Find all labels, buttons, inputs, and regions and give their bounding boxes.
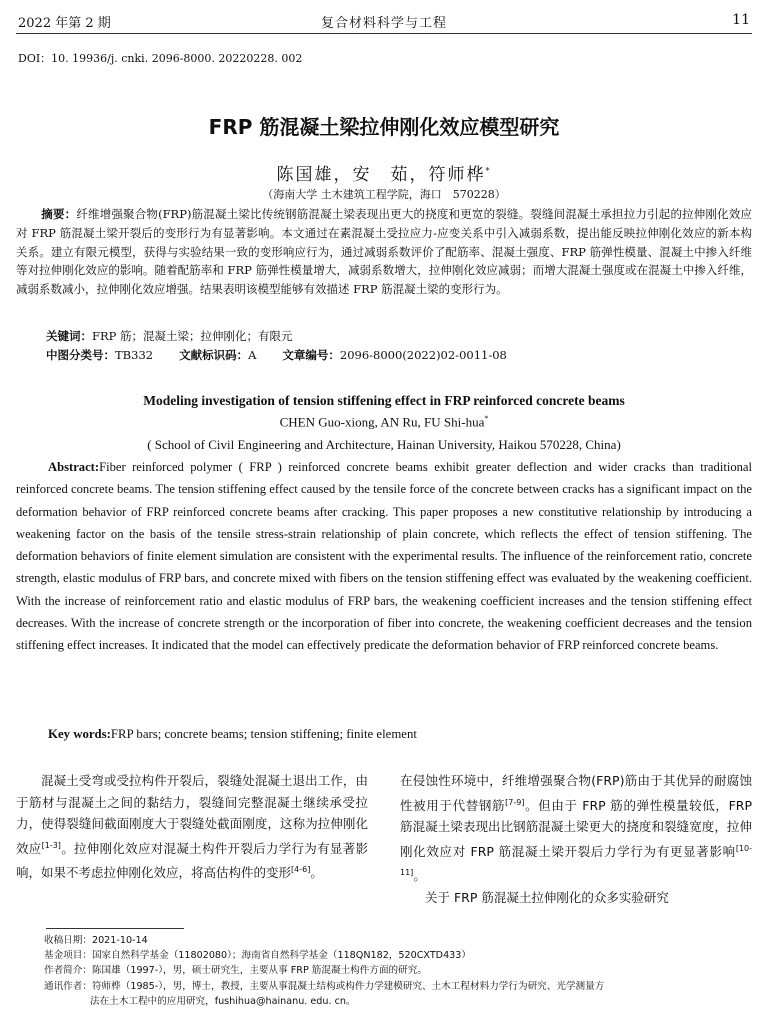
right-text-part2: 。但由于 FRP 筋的弹性模量较低，FRP 筋混凝土梁表现出比钢筋混凝土梁更大的挠度和裂缝宽度，拉伸刚化效应对 FRP 筋混凝土梁开裂后力学行为有更显著影响 xyxy=(400,797,752,859)
body-left-column xyxy=(16,770,368,884)
footnotes xyxy=(44,933,756,1009)
classification-line xyxy=(46,347,507,363)
english-abstract-label: Abstract: xyxy=(48,460,100,474)
doc-code-value: A xyxy=(248,348,257,362)
english-keywords-label: Key words: xyxy=(48,727,111,741)
chinese-author-names: 陈国雄，安 茹，符师桦 xyxy=(276,165,486,185)
chinese-affiliation: （海南大学 土木建筑工程学院，海口 570228） xyxy=(262,188,506,201)
left-text-part1: 混凝土受弯或受拉构件开裂后，裂缝处混凝土退出工作，由于筋材与混凝土之间的黏结力，裂缝间完整混凝土继续承受拉力，使得裂缝间截面刚度大于裂缝处截面刚度，这称为拉伸刚化效应 xyxy=(16,773,368,856)
article-number-value: 2096-8000(2022)02-0011-08 xyxy=(339,348,507,362)
footnote-divider xyxy=(46,928,184,929)
class-number-label: 中图分类号： xyxy=(46,348,115,362)
class-number-value: TB332 xyxy=(115,348,154,362)
english-affiliation: ( School of Civil Engineering and Architecture, Hainan University, Haikou 570228, China) xyxy=(147,437,621,452)
body-right-column xyxy=(400,770,752,908)
left-text-part2: 。拉伸刚化效应对混凝土构件开裂后力学行为有显著影响，如果不考虑拉伸刚化效应，将高估构件的变形 xyxy=(16,840,368,881)
left-citation-1: [1-3] xyxy=(41,840,61,850)
footnote-corresponding-2: 法在土木工程中的应用研究，fushihua@hainanu. edu. cn。 xyxy=(90,995,356,1007)
english-keywords xyxy=(48,727,417,742)
footnote-fund: 基金项目：国家自然科学基金（11802080）；海南省自然科学基金（118QN182，520CXTD433） xyxy=(44,950,471,962)
page-number: 11 xyxy=(732,12,750,28)
chinese-abstract-text: 纤维增强聚合物(FRP)筋混凝土梁比传统钢筋混凝土梁表现出更大的挠度和更宽的裂缝。裂缝间混凝土承担拉力引起的拉伸刚化效应对 FRP 筋混凝土梁开裂后的变形行为有显著影响。本文通过在素混凝土受拉应力-应变关系中引入减弱系数，提出能反映拉伸刚化效应的新本构关系。建立有限元模型，获得与实验结果一致的变形响应行为，通过减弱系数评价了配筋率、混凝土强度、FRP 筋弹性模量、混凝土中掺入纤维等对拉伸刚化效应的影响。随着配筋率和 FRP 筋弹性模量增大，减弱系数增大，拉伸刚化效应减弱；而增大混凝土强度或在混凝土中掺入纤维，减弱系数减小，拉伸刚化效应增强。结果表明该模型能够有效描述 FRP 筋混凝土梁的变形行为。 xyxy=(16,207,753,297)
left-citation-2: [4-6] xyxy=(291,865,311,875)
english-abstract-text: Fiber reinforced polymer ( FRP ) reinforced concrete beams exhibit greater deflection and wider cracks than traditional reinforced concrete beams. The tension stiffening effect caused by the tensile force of the concrete between cracks has a significant impact on the deformation behavior of FRP reinforced concrete beams after cracking. This paper proposes a new constitutive relationship by introducing a weakening factor on the basis of the tensile stress-strain relationship of plain concrete, which reflects the effect of tension stiffening. The deformation behaviors of finite element simulation are consistent with the experimental results. The influence of the reinforcement ratio, concrete strength, elastic modulus of FRP bars, and concrete mixed with fibers on the tension stiffening effect was evaluated by the weakening coefficient. With the increase of reinforcement ratio and elastic modulus of FRP bars, the weakening coefficient increases and the tension stiffening effect decreases. With the increase of concrete strength or the incorporation of fiber into concrete, the weakening coefficient decreases and the tension stiffening effect increases. It indicated that the model can effectively predicate the deformation behavior of FRP reinforced concrete beams. xyxy=(16,460,752,653)
right-text-part1: 在侵蚀性环境中，纤维增强聚合物(FRP)筋由于其优异的耐腐蚀性被用于代替钢筋 xyxy=(400,773,752,813)
doc-code-label: 文献标识码： xyxy=(179,348,249,362)
chinese-keywords-label: 关键词： xyxy=(46,329,92,343)
header-divider xyxy=(16,33,752,34)
chinese-title: FRP 筋混凝土梁拉伸刚化效应模型研究 xyxy=(208,115,560,139)
chinese-abstract xyxy=(16,205,752,299)
corresponding-mark: * xyxy=(485,166,492,176)
english-corresponding-mark: * xyxy=(484,414,489,423)
chinese-abstract-label: 摘要： xyxy=(41,207,77,221)
english-title: Modeling investigation of tension stiffening effect in FRP reinforced concrete beams xyxy=(143,393,625,408)
issue-label: 2022 年第 2 期 xyxy=(18,16,111,31)
footnote-corresponding-1: 通讯作者：符师桦（1985-），男，博士，教授，主要从事混凝土结构或构件力学建模研究、土木工程材料力学行为研究、光学测量方 xyxy=(44,980,605,992)
english-author-names: CHEN Guo-xiong, AN Ru, FU Shi-hua xyxy=(279,414,485,430)
english-authors xyxy=(0,414,768,430)
footnote-received: 收稿日期：2021-10-14 xyxy=(44,935,148,946)
right-text-end: 。 xyxy=(413,868,426,884)
english-abstract xyxy=(16,456,752,657)
right-citation-2: [10-11] xyxy=(400,843,752,878)
article-number-label: 文章编号： xyxy=(282,348,340,362)
right-paragraph-2: 关于 FRP 筋混凝土拉伸刚化的众多实验研究 xyxy=(425,889,669,905)
right-citation-1: [7-9] xyxy=(505,797,525,807)
chinese-authors xyxy=(0,160,768,185)
journal-name: 复合材料科学与工程 xyxy=(320,16,447,31)
left-text-end: 。 xyxy=(310,865,323,881)
chinese-keywords xyxy=(46,328,293,344)
chinese-keywords-text: FRP 筋；混凝土梁；拉伸刚化；有限元 xyxy=(92,329,293,343)
doi-line: DOI：10. 19936/j. cnki. 2096-8000. 20220228. 002 xyxy=(18,52,303,65)
english-keywords-text: FRP bars; concrete beams; tension stiffening; finite element xyxy=(110,727,417,741)
right-paragraph-1 xyxy=(400,770,752,887)
footnote-bio: 作者简介：陈国雄（1997-），男，硕士研究生，主要从事 FRP 筋混凝土构件方面的研究。 xyxy=(44,965,427,977)
